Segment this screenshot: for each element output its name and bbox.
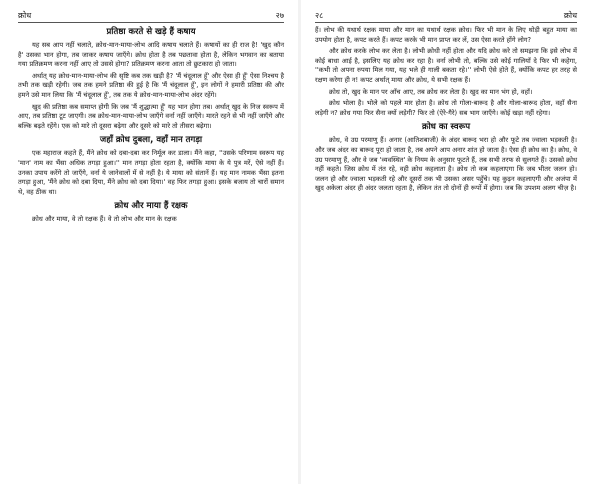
right-paragraph-1: हैं। लोभ की यथार्थ रक्षक माया और मान का यथार्थ रक्षक क्रोध। फिर भी मान के लिए थोड़ी बहुत माया का उपयोग होता है, कपट करते हैं। कपट करके भी मान प्राप्त कर लें, उस ऐसा करते होंगे लोग?	[315, 26, 577, 44]
left-running-title: क्रोध	[18, 11, 32, 20]
left-page-number: २७	[275, 11, 284, 20]
right-page-header	[315, 10, 577, 23]
left-paragraph-2: अर्थात् यह क्रोध-मान-माया-लोभ की सृष्टि कब तक खड़ी है? 'मैं चंदूलाल हूँ' और ऐसा ही हूँ' ऐसा निश्चय है तभी तक खड़ी रहेगी। जब तक हमने प्रतिष्ठा की हुई है कि 'मैं चंदूलाल हूँ', इन लोगों ने हमारी प्रतिष्ठा की और हमने उसे मान लिया कि 'मैं चंदूलाल हूँ', तब तक ये क्रोध-मान-माया-लोभ अंदर रहेंगे।	[18, 71, 284, 99]
left-heading-1: प्रतिष्ठा करते से खड़े हैं कषाय	[106, 27, 196, 37]
left-paragraph-3: खुद की प्रतिष्ठा कब समाप्त होगी कि जब 'मैं शुद्धात्मा हूँ' यह भान होगा तब। अर्थात् खुद के निज स्वरूप में आए, तब प्रतिष्ठा टूट जाएगी। तब क्रोध-मान-माया-लोभ जाएँगे वर्ना नहीं जाएँगे। मारते रहने से भी नहीं जाएँगे और बल्कि बढ़ते रहेंगे। एक को मारे तो दूसरा बढ़ेगा और दूसरे को मारे तो तीसरा बढ़ेगा।	[18, 102, 284, 130]
right-heading-1: क्रोध का स्वरूप	[421, 122, 471, 133]
left-paragraph-5: क्रोध और माया, वे तो रक्षक हैं। वे तो लोभ और मान के रक्षक	[32, 215, 177, 224]
right-page-number: २८	[315, 11, 324, 20]
right-running-title: क्रोध	[563, 11, 577, 20]
left-page	[0, 0, 298, 484]
right-paragraph-4: क्रोध भोला है। भोले को पहले मार होता है। क्रोध तो गोला-बारूद है और गोला-बारूद होता, वहाँ सैना लड़ेगी न? क्रोध गया फिर सैना क्यों लड़ेगी? फिर तो (ऐरे-गैरे) सब भाग जाएँगे। कोई खड़ा नहीं रहेगा।	[315, 99, 577, 117]
left-paragraph-4: एक महाराज कहते हैं, मैंने क्रोध को दबा-दबा कर निर्मूल कर डाला। मैंने कहा, ''उसके परिणाम स्वरूप यह 'मान' नाम का भैंसा अधिक तगड़ा हुआ।'' मान तगड़ा होता रहता है, क्योंकि माया के ये पुत्र मरें, ऐसे नहीं हैं। उनका उपाय करेंगे तो जाएँगे, वर्ना ये जानेवालों में से नहीं है। ये माया को संतानें हैं। यह मान नामक भैंसा इतना तगड़ा हुआ, 'मैंने क्रोध को दबा दिया, मैंने क्रोध को दबा दिया।' वह फिर तगड़ा हुआ। इसके बजाय तो चारों समान थे, वह ठीक था।	[18, 149, 284, 196]
left-heading-3: क्रोध और माया हैं रक्षक	[114, 201, 188, 212]
right-paragraph-3: क्रोध तो, खुद के मान पर आँच आए, तब क्रोध कर लेता है। खुद का मान भंग हो, वहाँ।	[329, 87, 533, 96]
left-heading-2: जहाँ क्रोध दुबला, वहाँ मान तगड़ा	[99, 135, 203, 146]
right-paragraph-2: और क्रोध करके लोभ कर लेता है। लोभी क्रोधी नहीं होता और यदि क्रोध करे तो समझना कि इसे लोभ में कोई बाधा आई है, इसलिए यह क्रोध कर रहा है। वर्ना लोभी तो, बल्कि उसे कोई गालियाँ दे फिर भी कहेगा, ''कभी तो अपना रुपया मिल गया, यह भले ही गाली बकता रहे।'' लोभी ऐसे होते हैं, क्योंकि कपट हर तरह से रक्षण करेगा ही न! कपट अर्थात् माया और क्रोध, ये सभी रक्षक हैं।	[315, 47, 577, 84]
right-page	[301, 0, 599, 484]
left-paragraph-1: यह सब आप नहीं चलाते, क्रोध-मान-माया-लोभ आदि कषाय चलाते हैं। कषायों का ही राज है! 'खुद कौन है' उसका भान होगा, तब जाकर कषाय जाएँगे। क्रोध होता है तब पछतावा होता है, लेकिन भगवान का बताया गया प्रतिक्रमण करना नहीं आए तो उससे होगा? प्रतिक्रमण करना आता तो छुटकारा हो जाता।	[18, 41, 284, 69]
left-page-header	[18, 10, 284, 23]
right-paragraph-5: क्रोध, वे उग्र परमाणु हैं। अनार (आतिशबाजी) के अंदर बारूद भरा हो और फूटे तब ज्वाला भड़कती है। और जब अंदर का बारूद पूरा हो जाता है, तब अपने आप अनार शांत हो जाता है। ऐसा ही क्रोध का है। क्रोध, वे उग्र परमाणु हैं, और वे जब 'व्यवस्थित' के नियम के अनुसार फूटते हैं, तब सभी तरफ से सुलगते हैं। उसको क्रोध नहीं कहते। जिस क्रोध में तंत रहे, वही क्रोध कहलाता है। क्रोध तो कब कहलाएगा कि जब भीतर जलन हो। जलन हो और ज्वाला भड़कती रहे और दूसरों तक भी उसका असर पहुँचे। यह कुढ़न कहलाएगी और अजंपा में खुद अकेला अंदर ही अंदर जलता रहता है, लेकिन तंत तो दोनों ही रूपों में होगा। जब कि उपशम अलग चीज़ है।	[315, 136, 577, 193]
